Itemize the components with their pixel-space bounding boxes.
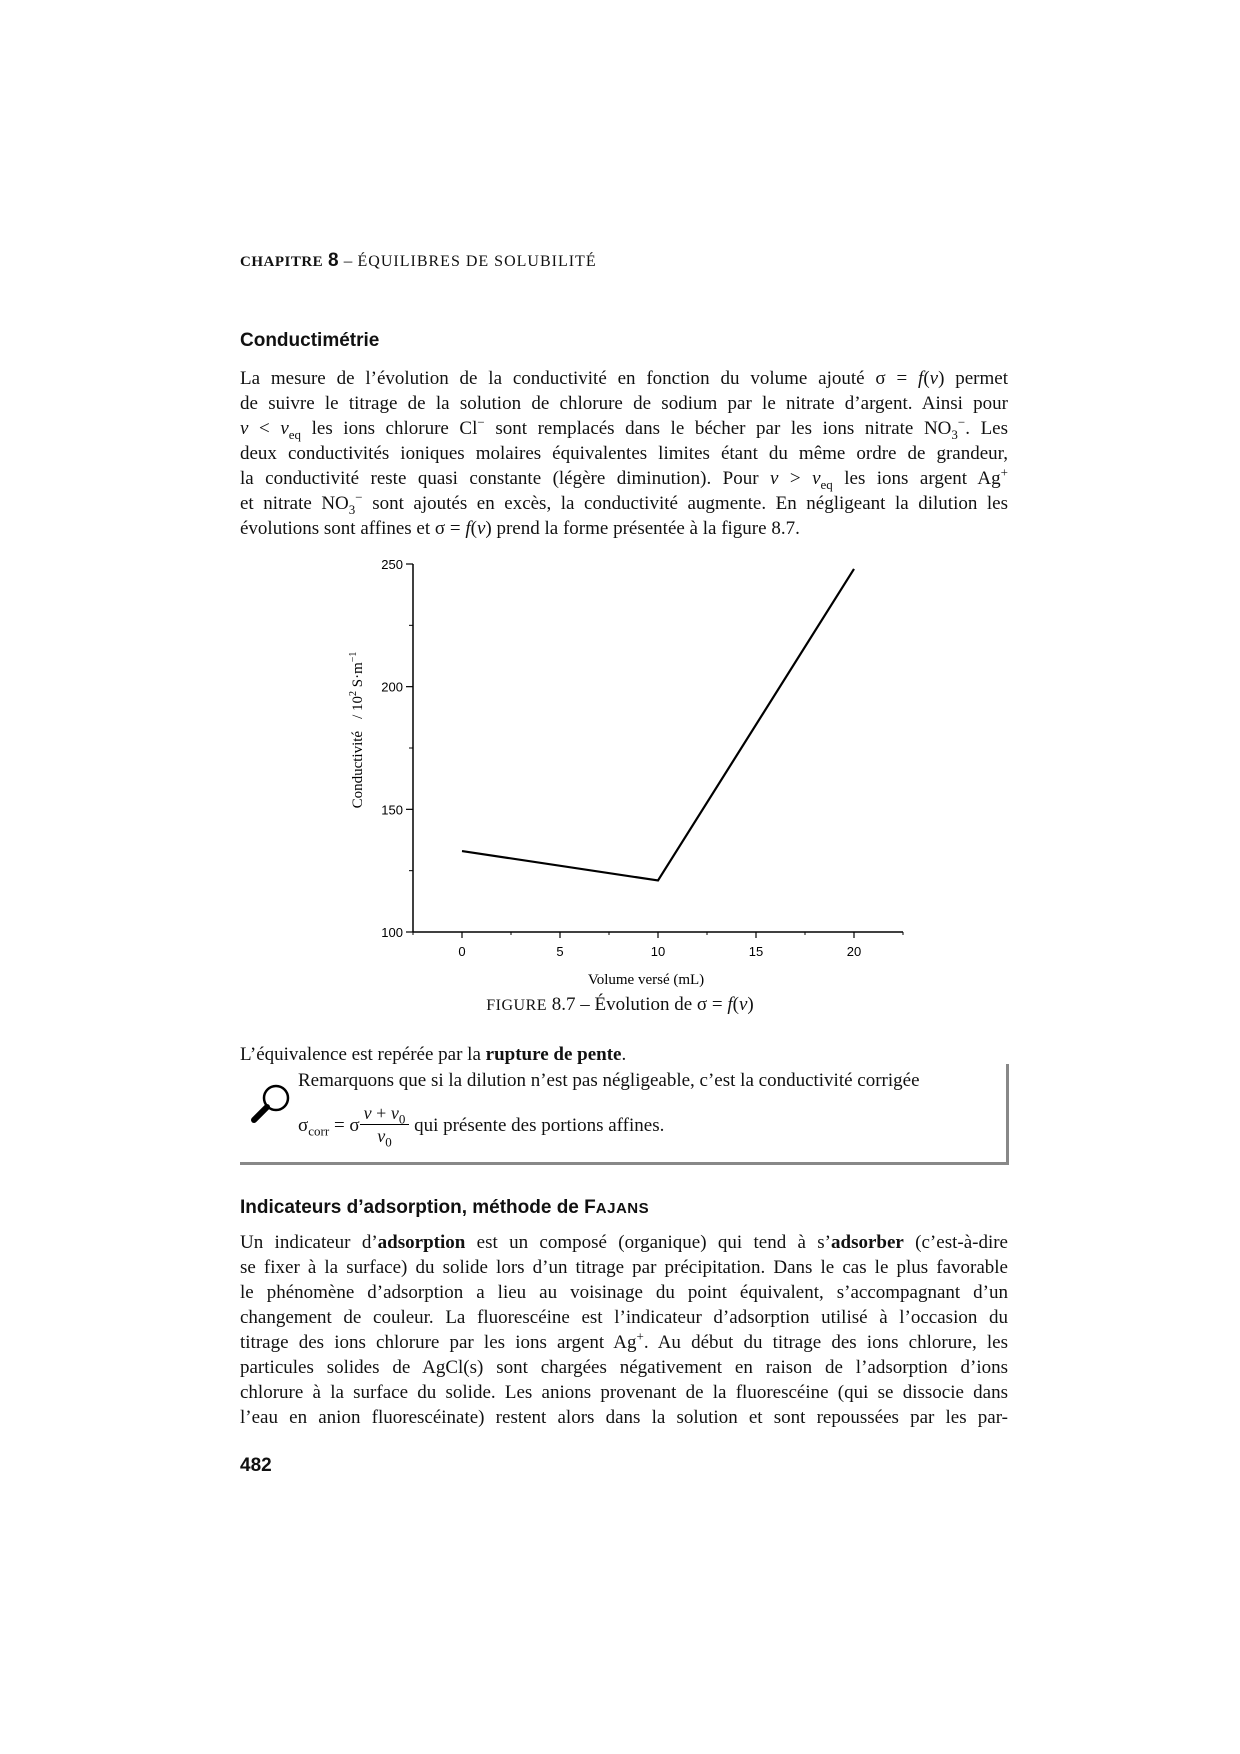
section-title-conductimetrie: Conductimétrie xyxy=(240,330,380,351)
paragraph-line: titrage des ions chlorure par les ions argent Ag+. Au début du titrage des ions chlorure, les xyxy=(240,1328,1008,1353)
paragraph-line: La mesure de l’évolution de la conductivité en fonction du volume ajouté σ = f(v) permet xyxy=(240,368,1009,389)
paragraph-line: Un indicateur d’adsorption est un composé (organique) qui tend à s’adsorber (c’est-à-dire xyxy=(240,1232,1008,1253)
x-tick-label: 10 xyxy=(650,944,666,959)
y-tick-label: 150 xyxy=(381,802,403,818)
y-tick-label: 100 xyxy=(381,925,403,940)
x-tick-label: 5 xyxy=(556,944,564,959)
paragraph-line: de suivre le titrage de la solution de chlorure de sodium par le nitrate d’argent. Ainsi pour xyxy=(240,393,1008,414)
paragraph-line: $v < v_{eq}$ les ions chlorure Cl− sont remplacés dans le bécher par les ions nitrate $NO_3^-$. Les xyxy=(240,414,1008,442)
page-number: 482 xyxy=(240,1455,272,1476)
fraction: $\frac{v + v_0}{v_0}$ xyxy=(360,1102,410,1147)
chapter-number: 8 xyxy=(327,250,340,271)
paragraph-line: l’eau en anion fluorescéinate) restent alors dans la solution et sont repoussées par les par- xyxy=(240,1407,1008,1428)
paragraph-line: changement de couleur. La fluorescéine est l’indicateur d’adsorption utilisé à l’occasion du xyxy=(240,1307,1008,1328)
paragraph-line: se fixer à la surface) du solide lors d’un titrage par précipitation. Dans le cas le plus favorable xyxy=(240,1257,1008,1278)
paragraph-line: évolutions sont affines et σ = f(v) prend la forme présentée à la figure 8.7. xyxy=(240,518,800,539)
x-axis-title: Volume versé (mL) xyxy=(587,972,705,988)
paragraph-fajans xyxy=(240,1230,1008,1430)
remark-box xyxy=(240,1064,1009,1165)
y-tick-label: 250 xyxy=(381,557,403,572)
x-tick-label: 20 xyxy=(846,944,862,959)
paragraph-line: deux conductivités ioniques molaires équivalentes limites étant du même ordre de grandeur, xyxy=(240,443,1008,464)
corrected-conductivity-formula: $\sigma_{corr} = \sigma$ $\frac{v + v_0}{v_0}$ qui présente des portions affines. xyxy=(298,1103,665,1150)
chapter-title: ÉQUILIBRES DE SOLUBILITÉ xyxy=(357,253,597,270)
chapter-separator: – xyxy=(343,251,353,270)
paragraph-line: la conductivité reste quasi constante (légère diminution). Pour $v > v_{eq}$ les ions argent Ag+ xyxy=(240,464,1008,492)
conductivity-series-line xyxy=(462,569,854,881)
figure-caption: FIGURE 8.7 – Évolution de σ = f(v) xyxy=(486,994,754,1015)
equivalence-sentence: L’équivalence est repérée par la rupture de pente. xyxy=(240,1044,627,1065)
magnifier-icon xyxy=(250,1082,294,1126)
paragraph-line: et nitrate $NO_3^-$ sont ajoutés en excès, la conductivité augmente. En négligeant la dilution les xyxy=(240,489,1009,517)
y-tick-label: 200 xyxy=(381,679,403,695)
section-title-fajans: Indicateurs d’adsorption, méthode de FAJANS xyxy=(240,1197,650,1218)
x-tick-label: 0 xyxy=(458,944,466,959)
rupture-de-pente-term: rupture de pente xyxy=(485,1044,622,1065)
y-axis-title: Conductivité/ $10^2$ $S\cdot m^{-1}$ xyxy=(348,651,366,809)
remark-text: Remarquons que si la dilution n’est pas négligeable, c’est la conductivité corrigée xyxy=(298,1070,920,1091)
chapter-word: CHAPITRE xyxy=(240,254,324,270)
paragraph-line: chlorure à la surface du solide. Les anions provenant de la fluorescéine (qui se dissocie dans xyxy=(240,1382,1008,1403)
paragraph-line: particules solides de AgCl(s) sont chargées négativement en raison de l’adsorption d’ions xyxy=(240,1357,1008,1378)
x-tick-label: 15 xyxy=(748,944,764,959)
paragraph-line: le phénomène d’adsorption a lieu au voisinage du point équivalent, s’accompagnant d’un xyxy=(240,1282,1008,1303)
